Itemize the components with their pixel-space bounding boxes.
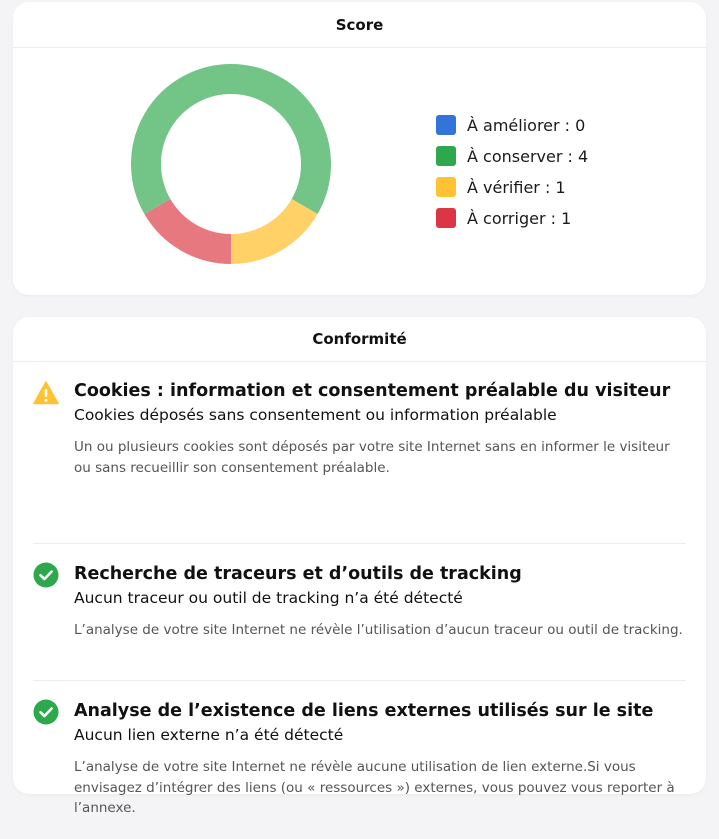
legend-label: À conserver : 4: [467, 146, 589, 166]
conformite-list: [13, 362, 706, 839]
item-subtitle: Aucun lien externe n’a été détecté: [74, 726, 344, 744]
legend-item-conserver[interactable]: [436, 146, 588, 166]
item-subtitle: Cookies déposés sans consentement ou information préalable: [74, 406, 557, 424]
score-card: [13, 2, 706, 295]
donut-slice-corriger[interactable]: [157, 207, 231, 250]
check-circle-icon: [33, 699, 59, 725]
legend-label: À corriger : 1: [467, 208, 572, 228]
legend-item-corriger[interactable]: [436, 208, 588, 228]
score-body: [13, 48, 706, 294]
item-title: Analyse de l’existence de liens externes utilisés sur le site: [74, 701, 654, 721]
warning-icon: [33, 380, 59, 406]
legend-swatch: [436, 177, 456, 197]
legend-item-ameliorer[interactable]: [436, 115, 588, 135]
item-subtitle: Aucun traceur ou outil de tracking n’a été détecté: [74, 589, 463, 607]
donut-slice-verifier[interactable]: [231, 207, 305, 250]
conformite-card: [13, 317, 706, 816]
item-description: Un ou plusieurs cookies sont déposés par votre site Internet sans en informer le visiteur ou sans recueillir son consentement préalable.: [74, 439, 670, 476]
legend-swatch: [436, 208, 456, 228]
score-title: Score: [13, 2, 706, 48]
legend-label: À vérifier : 1: [467, 177, 566, 197]
conformite-item-traceurs: [33, 544, 686, 681]
donut-slice-conserver[interactable]: [146, 79, 316, 207]
legend-swatch: [436, 146, 456, 166]
score-donut-chart: [131, 64, 331, 264]
score-legend: [436, 115, 588, 239]
check-circle-icon: [33, 562, 59, 588]
conformite-item-cookies: [33, 362, 686, 544]
item-title: Recherche de traceurs et d’outils de tracking: [74, 564, 522, 584]
conformite-item-liens-externes: [33, 681, 686, 839]
legend-swatch: [436, 115, 456, 135]
legend-label: À améliorer : 0: [467, 115, 586, 135]
conformite-title: Conformité: [13, 317, 706, 362]
legend-item-verifier[interactable]: [436, 177, 588, 197]
item-title: Cookies : information et consentement préalable du visiteur: [74, 381, 671, 401]
item-description: L’analyse de votre site Internet ne révèle l’utilisation d’aucun traceur ou outil de tracking.: [74, 622, 683, 638]
item-description: L’analyse de votre site Internet ne révèle aucune utilisation de lien externe.Si vous envisagez d’intégrer des liens (ou « ressources ») externes, vous pouvez vous reporter à l’annexe.: [74, 759, 675, 816]
